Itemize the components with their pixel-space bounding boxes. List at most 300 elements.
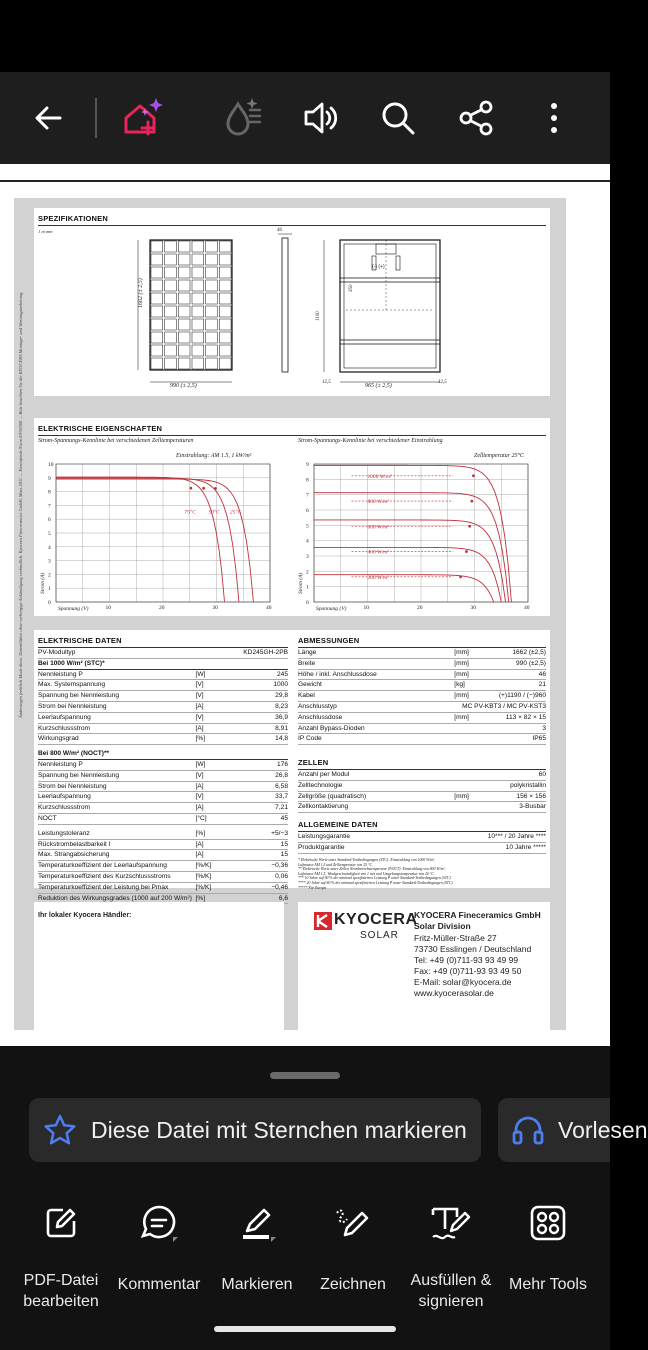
y-tick-label: 3 — [48, 558, 51, 565]
row-unit: [V] — [195, 692, 204, 700]
footnote: * Elektrische Werte unter Standard-Testbedingungen (STC): Einstrahlung von 1000 W/m², — [298, 858, 436, 862]
y-tick-label: 1 — [306, 584, 309, 591]
row-unit: [A] — [195, 840, 204, 848]
y-tick-label: 6 — [48, 517, 51, 524]
series-label: 800 W/m² — [367, 499, 389, 506]
footnote: Luftmasse AM 1,5 und Zelltemperatur von 25 °C. — [298, 862, 373, 867]
tool-edit-pdf[interactable] — [6, 1198, 116, 1312]
row-value: 1000 — [273, 681, 288, 689]
row-value: IP65 — [532, 735, 546, 743]
row-label: Kurzschlussstrom — [38, 724, 91, 732]
row-unit: [A] — [195, 804, 204, 812]
ai-assistant-button[interactable] — [112, 72, 172, 164]
headphones-icon — [510, 1112, 546, 1148]
row-value: (+)1190 / (−)960 — [498, 692, 546, 700]
read-aloud-button[interactable] — [290, 72, 350, 164]
module-cell — [165, 280, 177, 291]
module-cell — [192, 319, 204, 330]
draw-icon — [333, 1203, 373, 1243]
row-value: 8,23 — [275, 703, 288, 710]
y-tick-label: 8 — [306, 477, 309, 484]
row-label: IP Code — [298, 735, 322, 743]
row-unit: [mm] — [454, 713, 469, 721]
module-cell — [206, 280, 218, 291]
table-row — [38, 691, 288, 702]
row-label: Höhe / inkl. Anschlussdose — [298, 670, 377, 678]
series-label: 25°C — [229, 509, 242, 516]
row-label: Strom bei Nennleistung — [38, 703, 107, 710]
module-cell — [206, 293, 218, 304]
module-cell — [165, 319, 177, 330]
row-label: NOCT — [38, 815, 57, 822]
company-city: 73730 Esslingen / Deutschland — [414, 944, 532, 954]
row-unit: [%/K] — [195, 862, 212, 870]
row-value: −0,46 — [271, 883, 288, 891]
module-cell — [165, 358, 177, 369]
tool-draw-label: Zeichnen — [320, 1276, 386, 1293]
dim-1100: 1100 — [316, 311, 321, 321]
module-cell — [206, 306, 218, 317]
row-label: Breite — [298, 659, 316, 667]
module-cell — [192, 306, 204, 317]
logo-word: KYOCERA — [334, 911, 418, 928]
table-row — [38, 771, 288, 782]
module-cell — [178, 306, 190, 317]
module-cell — [219, 254, 231, 265]
module-cell — [151, 293, 163, 304]
row-value: KD245GH-2PB — [243, 649, 288, 656]
module-cell — [151, 358, 163, 369]
row-unit: [A] — [195, 724, 204, 732]
row-label: Temperaturkoeffizient des Kurzschlussstroms — [38, 873, 171, 880]
back-button[interactable] — [18, 72, 78, 164]
module-cell — [219, 293, 231, 304]
liquid-mode-button[interactable] — [212, 72, 272, 164]
y-axis-label: Strom (A) — [298, 572, 304, 594]
read-aloud-label: Vorlesen — [558, 1116, 648, 1143]
module-cell — [192, 293, 204, 304]
row-unit: [mm] — [454, 659, 469, 667]
module-cell — [178, 358, 190, 369]
dim-350: 350 — [349, 284, 354, 292]
row-unit: [W] — [195, 761, 206, 768]
table-row — [298, 713, 546, 724]
row-unit: [A] — [195, 703, 204, 710]
y-tick-label: 0 — [48, 600, 51, 606]
row-value: 33,7 — [275, 793, 288, 801]
logo-sub: SOLAR — [360, 930, 399, 941]
tool-highlight-label: Markieren — [221, 1276, 293, 1293]
row-value: 6,58 — [275, 782, 288, 790]
company-street: Fritz-Müller-Straße 27 — [414, 933, 497, 943]
bottom-sheet — [0, 1046, 648, 1350]
row-value: 3 — [542, 724, 546, 732]
row-label: Max. Strangabsicherung — [38, 851, 110, 859]
module-cell — [206, 345, 218, 356]
read-aloud-chip[interactable] — [498, 1098, 648, 1162]
y-tick-label: 9 — [48, 475, 51, 482]
table-row — [298, 691, 546, 702]
dim-width: 990 (± 2,5) — [170, 383, 197, 389]
tool-draw[interactable] — [298, 1198, 408, 1295]
row-unit: [V] — [195, 713, 204, 721]
row-unit: [%] — [195, 735, 206, 743]
company-tel: Tel: +49 (0)711-93 93 49 99 — [414, 955, 519, 965]
company-web: www.kyocerasolar.de — [414, 988, 494, 998]
toolbar-separator — [95, 98, 97, 138]
series-label: 600 W/m² — [367, 524, 389, 531]
row-label: Nennleistung P — [38, 670, 83, 678]
row-label: Kabel — [298, 692, 315, 700]
row-unit: [%] — [195, 894, 206, 902]
gesture-bar[interactable] — [214, 1326, 396, 1332]
company-fax: Fax: +49 (0)711-93 93 49 50 — [414, 966, 522, 976]
company-division: Solar Division — [414, 921, 471, 931]
row-label: Wirkungsgrad — [38, 735, 79, 743]
module-cell — [219, 306, 231, 317]
module-cell — [151, 280, 163, 291]
row-label: Bei 1000 W/m² (STC)* — [38, 659, 105, 667]
row-value: polykristallin — [510, 781, 546, 789]
status-bar — [0, 0, 610, 72]
mpp-point — [214, 487, 217, 490]
footnote: ***** Für Europa — [298, 885, 327, 890]
side-note: Änderungen freiblich Mode diese. Datenblättes ohne vorhergige Ankündigung verbindlich. Kyocera Fineceramics GmbH, Marz 2011 — Einstufende Norm EN50380 — Bitte beachten Sie die KYOCERA Montage- und Wartungsanleitung. — [18, 291, 23, 718]
row-value: 10 Jahre ***** — [505, 843, 546, 851]
tool-more-tools[interactable] — [493, 1198, 603, 1295]
search-button[interactable] — [368, 72, 428, 164]
star-icon — [43, 1113, 77, 1147]
abmessungen-title: ABMESSUNGEN — [298, 636, 360, 645]
row-value: 113 × 82 × 15 — [505, 713, 546, 721]
table-row — [298, 734, 546, 745]
row-value: 14,8 — [275, 735, 288, 743]
tool-comment[interactable] — [104, 1198, 214, 1295]
table-row — [38, 850, 288, 861]
tool-fill-sign[interactable] — [396, 1198, 506, 1312]
module-cell — [151, 332, 163, 343]
footnote: Luftmasse AM 1,5, Windgeschwindigkeit von 1 m/s und Umgebungstemperatur von 20 °C — [298, 871, 434, 876]
y-tick-label: 3 — [306, 554, 309, 560]
junction-box-label: (-) (+) — [372, 264, 385, 270]
spec-panel — [34, 208, 550, 396]
tool-more-tools-label: Mehr Tools — [509, 1276, 587, 1293]
row-unit: [mm] — [454, 792, 469, 800]
table-row — [38, 883, 288, 894]
module-cell — [178, 332, 190, 343]
row-value: 6,6 — [278, 894, 288, 902]
row-label: Temperaturkoeffizient der Leistung bei Pmax — [38, 883, 169, 891]
row-label: Leerlaufspannung — [38, 713, 91, 721]
more-icon — [544, 99, 564, 137]
row-unit: [%/K] — [195, 883, 212, 891]
row-value: 156 × 156 — [516, 792, 546, 800]
spec-scale: 1 in mm — [38, 229, 53, 234]
module-cell — [219, 267, 231, 278]
footnote: *** 10 Jahre auf 90 % der minimal spezifizierten Leistung P unter Standard-Testbedingungen (STC) — [298, 876, 451, 881]
zellen-title: ZELLEN — [298, 758, 329, 767]
module-cell — [219, 345, 231, 356]
y-tick-label: 5 — [306, 523, 309, 530]
table-row — [38, 792, 288, 803]
row-value: 15 — [280, 840, 288, 848]
fill-sign-icon — [429, 1203, 473, 1243]
table-row — [38, 803, 288, 814]
table-row — [298, 702, 546, 713]
table-row — [38, 713, 288, 724]
company-name: KYOCERA Fineceramics GmbH — [414, 910, 541, 920]
module-cell — [178, 280, 190, 291]
elec-data-title: ELEKTRISCHE DATEN — [38, 636, 122, 645]
module-cell — [192, 358, 204, 369]
right-chart-caption: Strom-Spannungs-Kennlinie bei verschiedener Einstrahlung — [298, 438, 443, 444]
module-cell — [151, 319, 163, 330]
module-cell — [151, 267, 163, 278]
row-label: Spannung bei Nennleistung — [38, 692, 120, 700]
module-cell — [192, 267, 204, 278]
row-label: Bei 800 W/m² (NOCT)** — [38, 750, 110, 758]
row-value: 45 — [280, 815, 288, 822]
module-cell — [151, 306, 163, 317]
row-label: Nennleistung P — [38, 761, 83, 768]
row-value: 26,8 — [275, 771, 288, 779]
table-row — [298, 781, 546, 792]
more-tools-icon — [529, 1204, 567, 1242]
module-cell — [206, 241, 218, 252]
mpp-point — [470, 500, 473, 503]
table-row — [298, 832, 546, 843]
row-value: 60 — [538, 771, 546, 778]
module-cell — [165, 332, 177, 343]
row-value: 36,9 — [275, 713, 288, 721]
row-unit: [kg] — [454, 681, 465, 689]
row-value: 21 — [538, 681, 546, 689]
module-cell — [219, 241, 231, 252]
y-tick-label: 4 — [48, 544, 51, 551]
x-tick-label: 30 — [212, 605, 218, 611]
row-value: 7,21 — [275, 804, 288, 812]
row-label: Zellkontaktierung — [298, 803, 349, 811]
table-row — [38, 861, 288, 872]
more-options-button[interactable] — [524, 72, 584, 164]
row-value: +5/−3 — [271, 829, 288, 837]
back-arrow-icon — [30, 100, 66, 136]
y-tick-label: 10 — [48, 462, 54, 468]
table-row — [38, 749, 288, 760]
elec-props-panel — [34, 418, 550, 616]
search-icon — [379, 99, 417, 137]
tool-highlight[interactable] — [202, 1198, 312, 1295]
module-cell — [178, 319, 190, 330]
row-label: Gewicht — [298, 681, 322, 689]
table-row — [38, 814, 288, 825]
document-viewer[interactable] — [0, 164, 610, 1046]
left-chart-caption: Strom-Spannungs-Kennlinie bei verschiedenen Zelltemperaturen — [38, 438, 194, 444]
table-row — [298, 724, 546, 735]
spec-title: SPEZIFIKATIONEN — [38, 214, 108, 223]
series-label: 1000 W/m² — [367, 473, 392, 480]
dealer-panel — [34, 902, 284, 1030]
elec-props-title: ELEKTRISCHE EIGENSCHAFTEN — [38, 424, 163, 433]
row-label: Anschlussdose — [298, 713, 343, 721]
table-row — [298, 792, 546, 803]
row-label: Temperaturkoeffizient der Leerlaufspannung — [38, 862, 167, 870]
dim-depth: 46 — [277, 228, 282, 233]
module-cell — [165, 345, 177, 356]
module-cell — [219, 358, 231, 369]
row-label: Produktgarantie — [298, 843, 345, 851]
row-value: 10*** / 20 Jahre **** — [487, 833, 546, 840]
row-value: 3-Busbar — [519, 803, 546, 811]
row-unit: [V] — [195, 681, 204, 689]
y-tick-label: 5 — [48, 531, 51, 537]
table-row — [38, 659, 288, 670]
row-value: 1662 (±2,5) — [512, 649, 546, 656]
table-row — [298, 659, 546, 670]
module-cell — [165, 293, 177, 304]
y-tick-label: 7 — [48, 503, 51, 510]
row-value: 46 — [538, 670, 546, 678]
table-row — [298, 680, 546, 691]
tool-comment-label: Kommentar — [117, 1276, 201, 1293]
row-value: −0,36 — [271, 862, 288, 870]
comment-icon — [139, 1203, 179, 1243]
kyocera-logo-icon — [314, 912, 332, 930]
series-label: 400 W/m² — [367, 549, 389, 556]
row-unit: [A] — [195, 782, 204, 790]
iv-chart-temperatures — [34, 458, 292, 616]
row-unit: [%/K] — [195, 873, 212, 880]
y-tick-label: 2 — [306, 569, 309, 576]
y-tick-label: 9 — [306, 462, 309, 468]
mpp-point — [472, 474, 475, 477]
y-tick-label: 4 — [306, 538, 309, 545]
module-cell — [165, 267, 177, 278]
mpp-point — [468, 525, 471, 528]
table-row — [38, 760, 288, 771]
x-tick-label: 20 — [417, 605, 423, 611]
module-cell — [165, 306, 177, 317]
row-label: Zellgröße (quadratisch) — [298, 792, 367, 800]
pdf-page[interactable] — [14, 198, 566, 1030]
dealer-label: Ihr lokaler Kyocera Händler: — [38, 912, 132, 919]
row-unit: [V] — [195, 771, 204, 779]
row-value: 15 — [280, 851, 288, 859]
module-cell — [165, 241, 177, 252]
mpp-point — [202, 487, 205, 490]
row-unit: [W] — [195, 670, 206, 678]
module-cell — [178, 293, 190, 304]
module-cell — [178, 241, 190, 252]
row-label: PV-Modultyp — [38, 649, 76, 656]
row-label: Leistungstoleranz — [38, 829, 90, 837]
row-label: Kurzschlussstrom — [38, 804, 91, 812]
table-row — [298, 648, 546, 659]
share-button[interactable] — [446, 72, 506, 164]
mpp-point — [189, 487, 192, 490]
mpp-point — [459, 575, 462, 578]
series-label: 75°C — [184, 509, 196, 516]
tool-fill-sign-label: Ausfüllen & signieren — [410, 1272, 492, 1310]
y-tick-label: 1 — [48, 586, 51, 593]
row-value: 29,8 — [275, 692, 288, 700]
table-row — [38, 734, 288, 745]
table-row — [38, 702, 288, 713]
liquid-mode-icon — [220, 96, 264, 140]
table-row — [298, 670, 546, 681]
row-label: Länge — [298, 649, 317, 656]
row-label: Max. Systemspannung — [38, 681, 106, 689]
x-tick-label: 40 — [266, 605, 272, 611]
table-row — [38, 648, 288, 659]
allgemein-title: ALLGEMEINE DATEN — [298, 820, 378, 829]
tool-edit-pdf-label: PDF-Datei bearbeiten — [23, 1272, 99, 1310]
row-label: Rückstrombelastbarkeit I — [38, 840, 111, 848]
row-unit: [%] — [195, 829, 206, 837]
table-row — [38, 670, 288, 681]
table-row — [38, 724, 288, 735]
mpp-point — [465, 550, 468, 553]
sheet-drag-handle[interactable] — [270, 1072, 340, 1079]
module-cell — [219, 332, 231, 343]
x-tick-label: 40 — [524, 605, 530, 611]
dim-edge-left: 12,5 — [322, 380, 331, 385]
row-value: 8,91 — [275, 724, 288, 732]
footnote: **** 20 Jahre auf 80 % der minimal spezifizierten Leistung P unter Standard-Testbedingungen (STC) — [298, 881, 453, 885]
y-tick-label: 0 — [306, 600, 309, 606]
row-value: 245 — [276, 670, 288, 678]
row-unit: [A] — [195, 851, 204, 859]
module-cell — [192, 241, 204, 252]
table-row — [298, 843, 546, 854]
module-cell — [178, 254, 190, 265]
module-cell — [151, 241, 163, 252]
read-aloud-icon — [300, 98, 340, 138]
x-axis-label: Spannung (V) — [58, 606, 89, 612]
series-label: 200 W/m² — [367, 574, 389, 581]
dim-edge-right: 12,5 — [438, 380, 447, 385]
company-panel — [298, 902, 550, 1030]
y-tick-label: 6 — [306, 508, 309, 514]
y-axis-label: Strom (A) — [40, 572, 46, 594]
iv-chart-irradiance — [292, 458, 550, 616]
row-label: Zelltechnologie — [298, 781, 343, 789]
table-row — [38, 829, 288, 840]
star-file-chip[interactable] — [29, 1098, 481, 1162]
row-label: Anschlusstyp — [298, 703, 337, 710]
module-cell — [206, 332, 218, 343]
row-label: Strom bei Nennleistung — [38, 782, 107, 790]
row-value: 0,06 — [275, 873, 288, 880]
row-unit: [°C] — [195, 815, 207, 822]
module-cell — [219, 280, 231, 291]
row-unit: [V] — [195, 793, 204, 801]
module-cell — [206, 254, 218, 265]
star-file-label: Diese Datei mit Sternchen markieren — [91, 1116, 467, 1143]
module-cell — [151, 254, 163, 265]
module-cell — [206, 358, 218, 369]
table-row — [38, 840, 288, 851]
row-value: 176 — [276, 761, 288, 768]
x-tick-label: 10 — [363, 605, 369, 611]
row-value: 990 (±2,5) — [515, 659, 546, 667]
module-cell — [192, 332, 204, 343]
row-unit: [mm] — [454, 692, 469, 700]
row-label: Spannung bei Nennleistung — [38, 771, 120, 779]
elec-props-line — [38, 435, 546, 436]
module-drawing — [34, 226, 550, 396]
y-tick-label: 8 — [48, 489, 51, 496]
